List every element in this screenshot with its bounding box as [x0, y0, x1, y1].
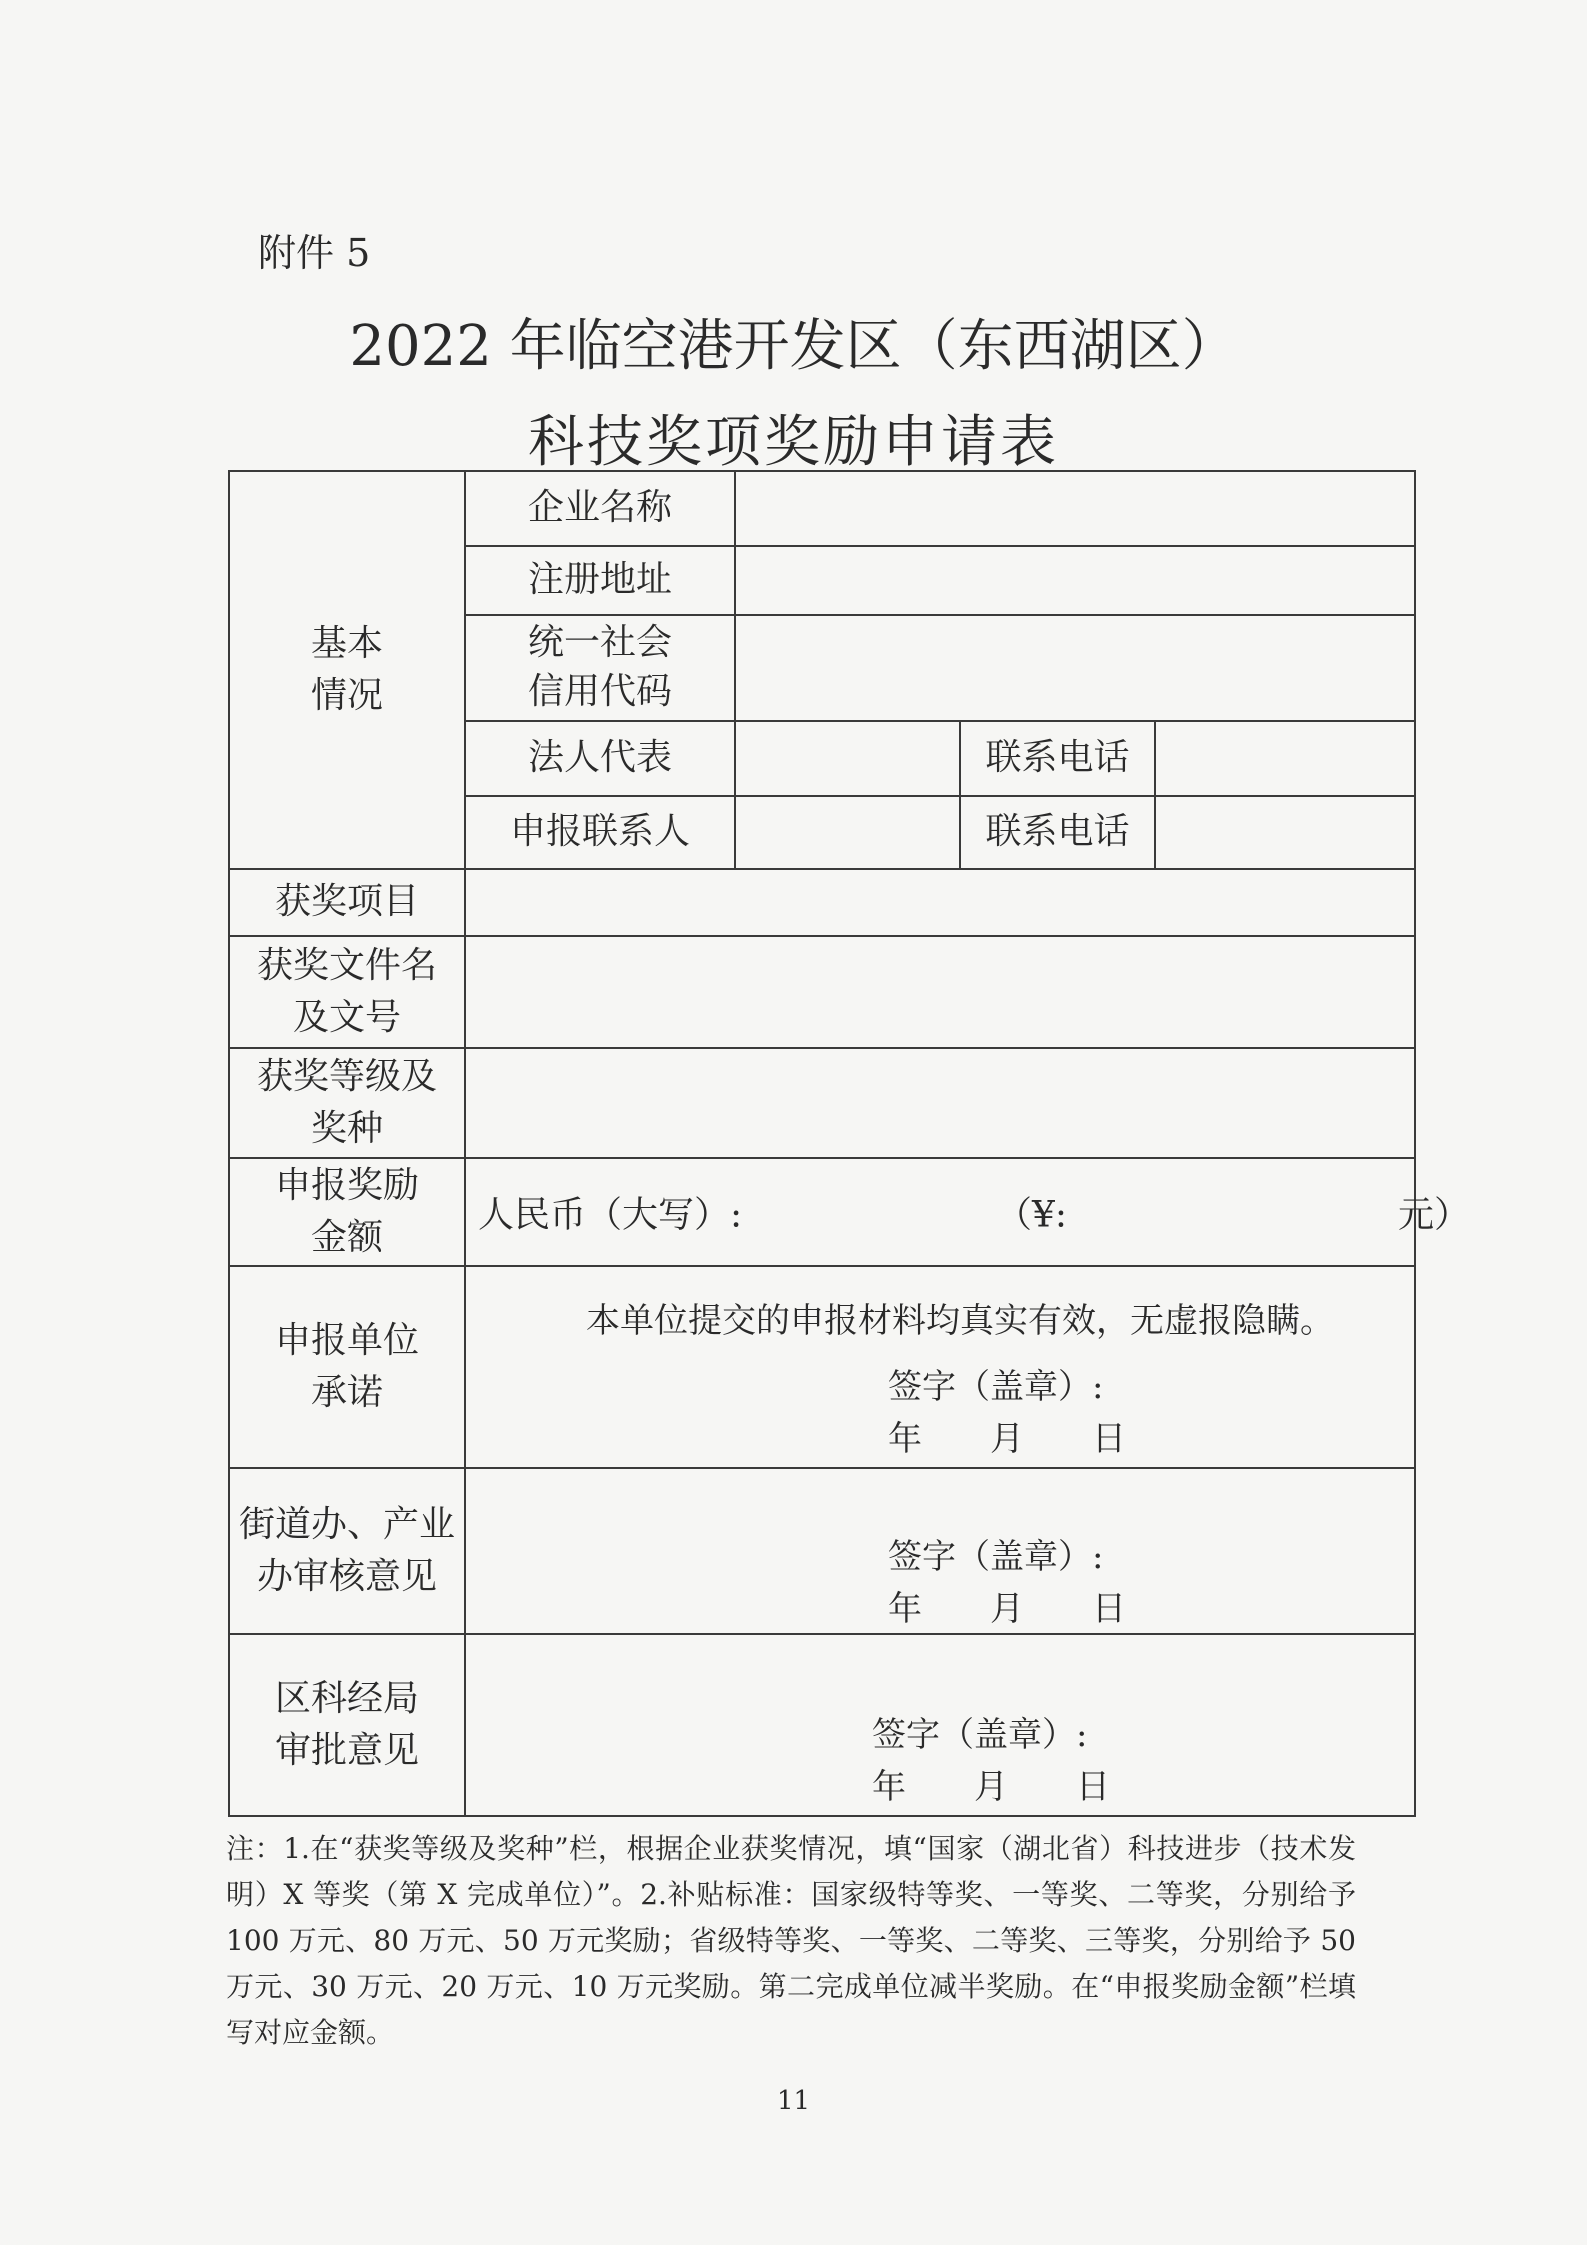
company-name-label: 企业名称 [465, 471, 735, 546]
application-form-table [228, 470, 1471, 1817]
street-review-sign-text: 签字（盖章）: [888, 1537, 1104, 1577]
award-doc-label [229, 936, 465, 1048]
legal-rep-field[interactable] [735, 721, 960, 796]
pledge-field[interactable] [465, 1266, 1415, 1468]
attachment-label: 附件 5 [258, 231, 371, 275]
award-doc-label-text: 获奖文件名 及文号 [256, 944, 437, 1038]
bureau-approval-field[interactable] [465, 1634, 1415, 1816]
street-review-label [229, 1468, 465, 1634]
legal-rep-label: 法人代表 [465, 721, 735, 796]
amount-rmb-text: 人民币（大写）: [478, 1194, 743, 1236]
credit-code-label-text: 统一社会 信用代码 [527, 622, 672, 712]
pledge-date-text: 年 月 日 [888, 1419, 1126, 1459]
street-review-label-text: 街道办、产业 办审核意见 [238, 1503, 455, 1597]
contact-phone-field-2[interactable] [1155, 796, 1415, 869]
award-level-label [229, 1048, 465, 1158]
basic-info-label [229, 471, 465, 869]
address-field[interactable] [735, 546, 1415, 615]
contact-phone-label-1: 联系电话 [960, 721, 1155, 796]
amount-yen-text: （¥: [996, 1194, 1068, 1236]
amount-field[interactable] [465, 1158, 1471, 1266]
address-label: 注册地址 [465, 546, 735, 615]
credit-code-label [465, 615, 735, 721]
street-review-date-text: 年 月 日 [888, 1589, 1126, 1629]
pledge-statement: 本单位提交的申报材料均真实有效，无虚报隐瞒。 [586, 1301, 1334, 1341]
contact-phone-field-1[interactable] [1155, 721, 1415, 796]
award-level-field[interactable] [465, 1048, 1415, 1158]
pledge-sign-text: 签字（盖章）: [888, 1367, 1104, 1407]
amount-label-text: 申报奖励 金额 [274, 1164, 419, 1258]
pledge-label [229, 1266, 465, 1468]
award-level-label-text: 获奖等级及 奖种 [256, 1055, 437, 1149]
company-name-field[interactable] [735, 471, 1415, 546]
page-number: 11 [776, 2086, 811, 2116]
street-review-field[interactable] [465, 1468, 1415, 1634]
bureau-approval-label [229, 1634, 465, 1816]
form-title-line2: 科技奖项奖励申请表 [528, 410, 1059, 475]
pledge-label-text: 申报单位 承诺 [274, 1319, 419, 1413]
footnote: 注：1.在“获奖等级及奖种”栏，根据企业获奖情况，填“国家（湖北省）科技进步（技术发明）X 等奖（第 X 完成单位）”。2.补贴标准：国家级特等奖、一等奖、二等奖，分别给予 100 万元、80 万元、50 万元奖励；省级特等奖、一等奖、二等奖、三等奖，分别给予 50 万元、30 万元、20 万元、10 万元奖励。第二完成单位减半奖励。在“申报奖励金额”栏填写对应金额。 [226, 1832, 1356, 2049]
bureau-approval-date-text: 年 月 日 [872, 1767, 1110, 1807]
applicant-contact-field[interactable] [735, 796, 960, 869]
form-title-line1: 2022 年临空港开发区（东西湖区） [349, 314, 1238, 379]
bureau-approval-sign-text: 签字（盖章）: [872, 1715, 1088, 1755]
basic-info-label-text: 基本 情况 [310, 622, 383, 716]
award-project-field[interactable] [465, 869, 1415, 936]
credit-code-field[interactable] [735, 615, 1415, 721]
applicant-contact-label: 申报联系人 [465, 796, 735, 869]
contact-phone-label-2: 联系电话 [960, 796, 1155, 869]
bureau-approval-label-text: 区科经局 审批意见 [274, 1677, 419, 1771]
award-doc-field[interactable] [465, 936, 1415, 1048]
award-project-label: 获奖项目 [229, 869, 465, 936]
amount-label [229, 1158, 465, 1266]
amount-yuan-text: 元） [1398, 1194, 1471, 1236]
